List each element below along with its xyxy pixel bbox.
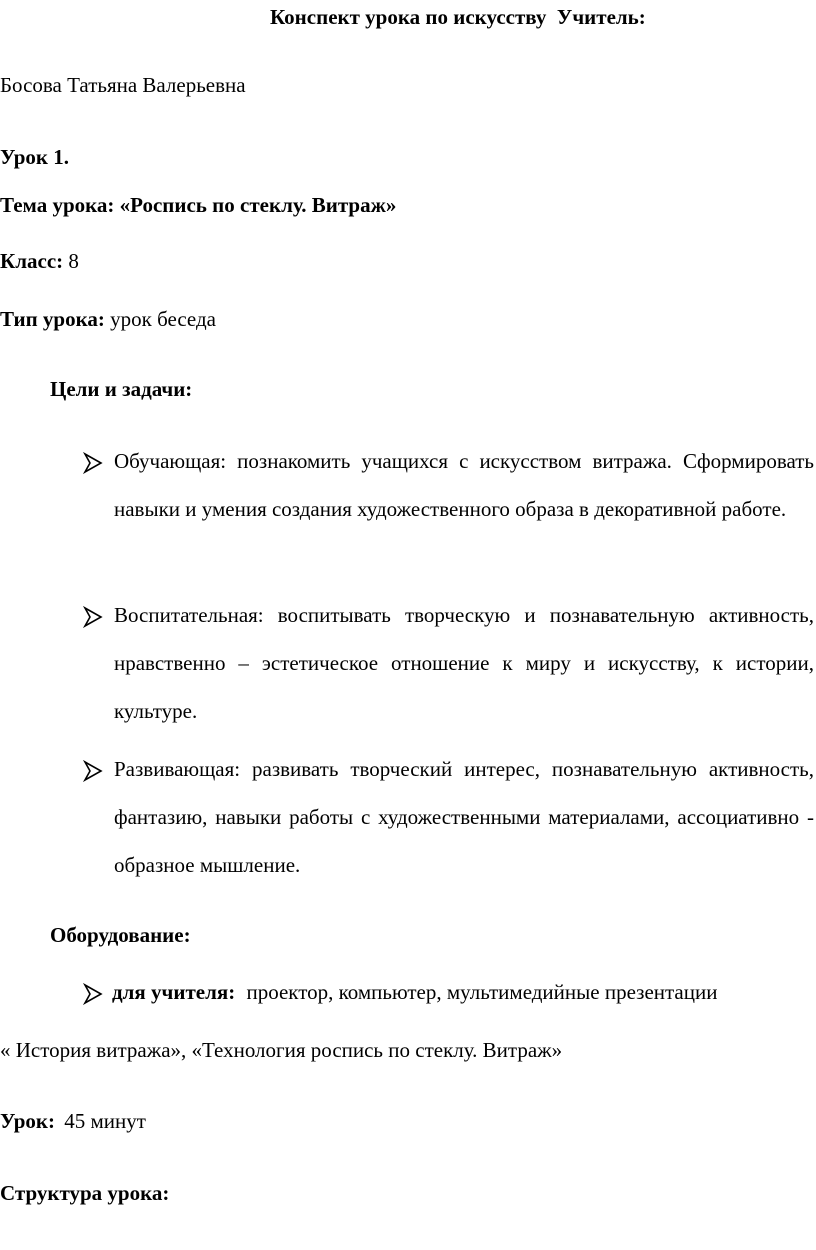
arrowhead-bullet-icon: [82, 760, 104, 782]
equipment-heading: Оборудование:: [50, 923, 191, 947]
document-title: Конспект урока по искусству Учитель:: [270, 5, 646, 29]
class-value: 8: [68, 249, 79, 273]
lesson-number: Урок 1.: [0, 145, 69, 169]
goal-text: Воспитательная: воспитывать творческую и познавательную активность, нравственно – эстетическое отношение к миру и искусству, к истории, культуре.: [114, 603, 814, 723]
lesson-topic: [0, 195, 396, 216]
duration-value: 45 минут: [64, 1109, 146, 1133]
type-label: Тип урока:: [0, 307, 105, 331]
goal-text: Обучающая: познакомить учащихся с искусством витража. Сформировать навыки и умения создания художественного образа в декоративной работе.: [114, 449, 814, 521]
topic-value: «Роспись по стеклу. Витраж»: [119, 193, 397, 217]
equipment-teacher-label: для учителя:: [112, 980, 236, 1004]
topic-label: Тема урока:: [0, 193, 115, 217]
equipment-continuation: « История витража», «Технология роспись по стеклу. Витраж»: [0, 1038, 563, 1062]
lesson-type: [0, 309, 216, 330]
equipment-teacher-value: проектор, компьютер, мультимедийные презентации: [246, 980, 718, 1004]
equipment-teacher: [112, 982, 717, 1003]
goal-text: Развивающая: развивать творческий интерес, познавательную активность, фантазию, навыки работы с художественными материалами, ассоциативно - образное мышление.: [114, 757, 814, 877]
type-value: урок беседа: [110, 307, 216, 331]
arrowhead-bullet-icon: [82, 983, 104, 1005]
teacher-name: Босова Татьяна Валерьевна: [0, 73, 246, 97]
duration-label: Урок:: [0, 1109, 55, 1133]
structure-heading: Структура урока:: [0, 1181, 170, 1205]
goals-heading: Цели и задачи:: [50, 377, 193, 401]
lesson-duration: [0, 1111, 146, 1132]
arrowhead-bullet-icon: [82, 606, 104, 628]
arrowhead-bullet-icon: [82, 452, 104, 474]
class-label: Класс:: [0, 249, 64, 273]
lesson-class: [0, 251, 79, 272]
